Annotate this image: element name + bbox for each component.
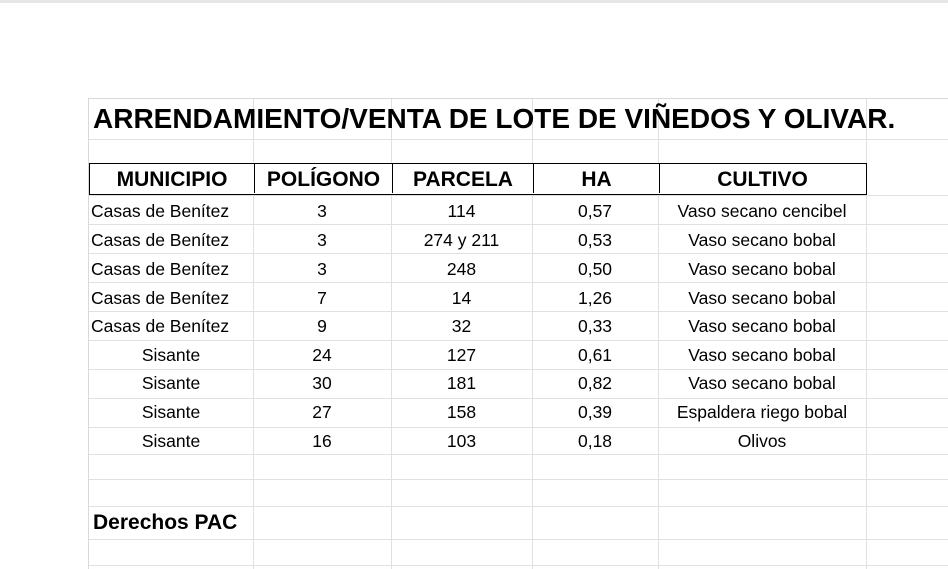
- cell-cultivo[interactable]: Espaldera riego bobal: [676, 402, 848, 422]
- cell-ha[interactable]: 0,57: [577, 201, 613, 221]
- cell-municipio[interactable]: Casas de Benítez: [91, 288, 230, 308]
- cell-municipio[interactable]: Sisante: [141, 402, 201, 422]
- header-ha[interactable]: HA: [533, 164, 659, 193]
- cell-poligono[interactable]: 16: [312, 431, 332, 451]
- cell-ha[interactable]: 0,39: [577, 402, 613, 422]
- cell-poligono[interactable]: 24: [312, 345, 332, 365]
- header-cultivo[interactable]: CULTIVO: [659, 164, 865, 193]
- cell-parcela[interactable]: 181: [446, 373, 477, 393]
- cell-poligono[interactable]: 27: [312, 402, 332, 422]
- grid-line: [89, 506, 948, 507]
- toolbar-edge: [0, 0, 948, 3]
- header-municipio[interactable]: MUNICIPIO: [116, 168, 228, 191]
- cell-parcela[interactable]: 127: [446, 345, 477, 365]
- cell-ha[interactable]: 0,18: [577, 431, 613, 451]
- cell-ha[interactable]: 0,82: [577, 373, 613, 393]
- cell-parcela[interactable]: 248: [446, 259, 477, 279]
- cell-municipio[interactable]: Sisante: [141, 373, 201, 393]
- cell-municipio[interactable]: Casas de Benítez: [91, 259, 230, 279]
- cell-cultivo[interactable]: Vaso secano bobal: [688, 288, 836, 308]
- cell-cultivo[interactable]: Vaso secano bobal: [688, 259, 836, 279]
- cell-poligono[interactable]: 7: [317, 288, 327, 308]
- cell-parcela[interactable]: 158: [446, 402, 477, 422]
- cell-poligono[interactable]: 3: [317, 259, 327, 279]
- cell-parcela[interactable]: 274 y 211: [423, 230, 500, 250]
- cell-municipio[interactable]: Casas de Benítez: [91, 201, 230, 221]
- cell-ha[interactable]: 0,53: [577, 230, 613, 250]
- cell-ha[interactable]: 0,61: [577, 345, 613, 365]
- cell-municipio[interactable]: Casas de Benítez: [91, 316, 230, 336]
- cell-municipio[interactable]: Sisante: [141, 345, 201, 365]
- cell-municipio[interactable]: Casas de Benítez: [91, 230, 230, 250]
- cell-poligono[interactable]: 30: [312, 373, 332, 393]
- grid-line: [89, 539, 948, 540]
- header-poligono[interactable]: POLÍGONO: [254, 164, 392, 193]
- derechos-pac-label[interactable]: Derechos PAC: [93, 511, 238, 534]
- cell-cultivo[interactable]: Vaso secano bobal: [688, 316, 836, 336]
- sheet-title[interactable]: ARRENDAMIENTO/VENTA DE LOTE DE VIÑEDOS Y OLIVAR.: [93, 103, 896, 134]
- cell-poligono[interactable]: 9: [317, 316, 327, 336]
- cell-ha[interactable]: 0,50: [577, 259, 613, 279]
- cell-parcela[interactable]: 14: [451, 288, 472, 308]
- spreadsheet-grid[interactable]: [88, 98, 948, 569]
- cell-parcela[interactable]: 103: [446, 431, 477, 451]
- cell-ha[interactable]: 1,26: [577, 288, 613, 308]
- grid-line: [89, 195, 948, 196]
- grid-line: [89, 139, 948, 140]
- header-parcela[interactable]: PARCELA: [392, 164, 533, 193]
- header-row: [89, 163, 867, 195]
- cell-poligono[interactable]: 3: [317, 230, 327, 250]
- cell-cultivo[interactable]: Vaso secano bobal: [688, 345, 836, 365]
- grid-line: [89, 565, 948, 566]
- cell-cultivo[interactable]: Olivos: [737, 431, 787, 451]
- cell-municipio[interactable]: Sisante: [141, 431, 201, 451]
- cell-poligono[interactable]: 3: [317, 201, 327, 221]
- cell-ha[interactable]: 0,33: [577, 316, 613, 336]
- cell-parcela[interactable]: 114: [447, 201, 476, 221]
- grid-line: [89, 479, 948, 480]
- cell-parcela[interactable]: 32: [451, 316, 472, 336]
- cell-cultivo[interactable]: Vaso secano cencibel: [677, 201, 847, 221]
- cell-cultivo[interactable]: Vaso secano bobal: [688, 373, 836, 393]
- cell-cultivo[interactable]: Vaso secano bobal: [688, 230, 836, 250]
